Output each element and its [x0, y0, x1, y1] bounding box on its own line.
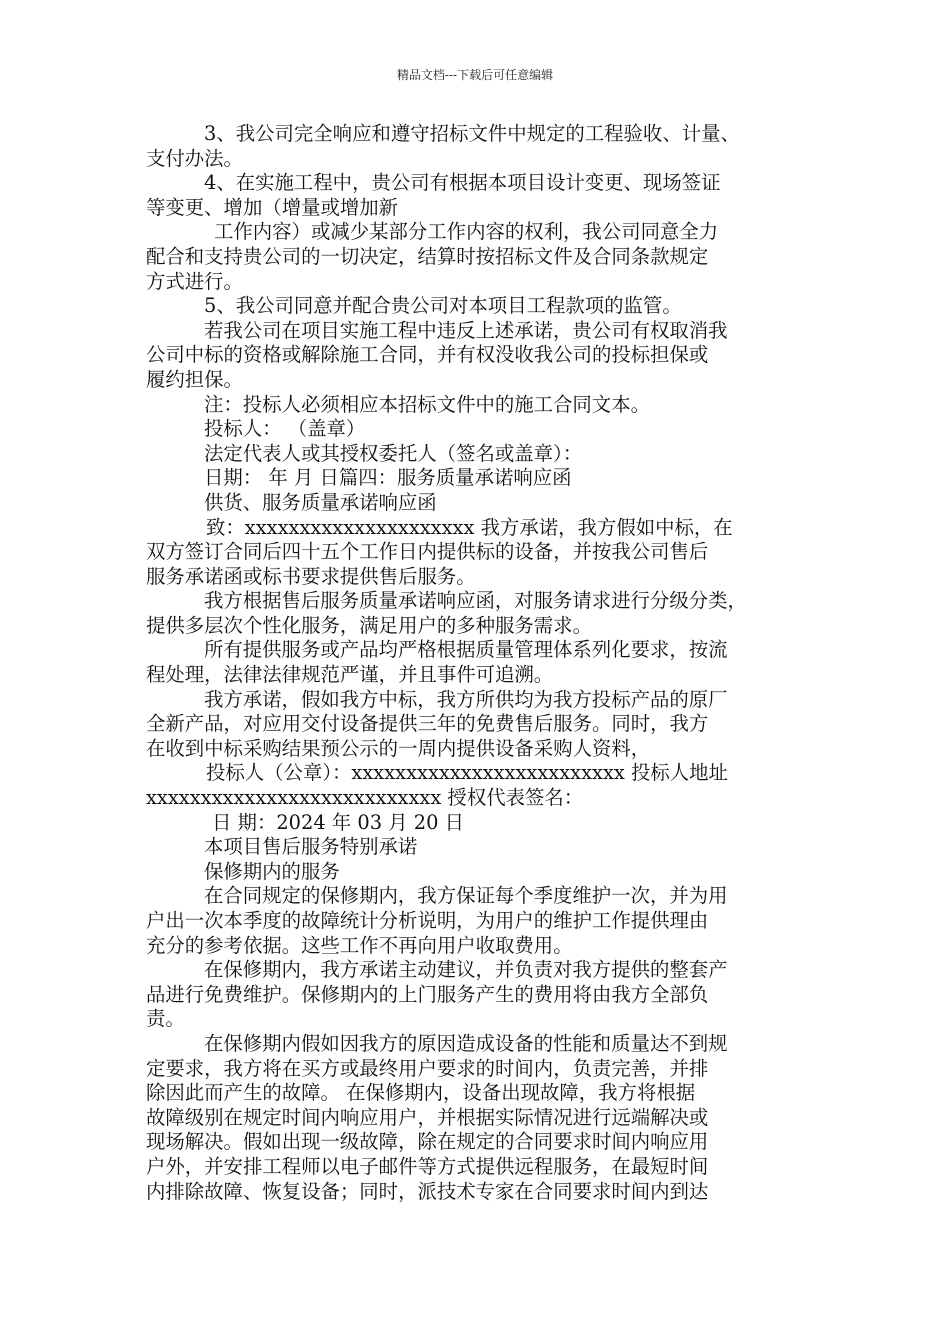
paragraph-line: 工作内容）或减少某部分工作内容的权利，我公司同意全力 [214, 220, 719, 244]
paragraph-line: 注：投标人必须相应本招标文件中的施工合同文本。 [204, 392, 650, 416]
paragraph-line: 故障级别在规定时间内响应用户，并根据实际情况进行远端解决或 [146, 1105, 709, 1129]
paragraph-line: 投标人： （盖章） [204, 417, 366, 441]
document-body [146, 122, 810, 1204]
paragraph-line: 所有提供服务或产品均严格根据质量管理体系列化要求，按流 [204, 638, 728, 662]
paragraph-line: 现场解决。假如出现一级故障，除在规定的合同要求时间内响应用 [146, 1130, 709, 1154]
paragraph-line: 履约担保。 [146, 367, 243, 391]
paragraph-line: 在收到中标采购结果预公示的一周内提供设备采购人资料， [146, 736, 651, 760]
paragraph-line: 服务承诺函或标书要求提供售后服务。 [146, 564, 476, 588]
paragraph-line: 供货、服务质量承诺响应函 [204, 490, 437, 514]
paragraph-line: 在保修期内，我方承诺主动建议，并负责对我方提供的整套产 [204, 958, 728, 982]
paragraph-line: 在合同规定的保修期内，我方保证每个季度维护一次，并为用 [204, 884, 728, 908]
paragraph-line: 除因此而产生的故障。 在保修期内，设备出现故障，我方将根据 [146, 1081, 696, 1105]
paragraph-line: 全新产品，对应用交付设备提供三年的免费售后服务。同时，我方 [146, 712, 709, 736]
paragraph-line: 本项目售后服务特别承诺 [204, 835, 418, 859]
paragraph-line: 户外，并安排工程师以电子邮件等方式提供远程服务，在最短时间 [146, 1154, 709, 1178]
paragraph-line: 公司中标的资格或解除施工合同，并有权没收我公司的投标担保或 [146, 343, 709, 367]
paragraph-line: 定要求，我方将在买方或最终用户要求的时间内，负责完善，并排 [146, 1056, 709, 1080]
paragraph-line: 4、在实施工程中，贵公司有根据本项目设计变更、现场签证 [204, 171, 721, 195]
paragraph-line: 投标人（公章）：xxxxxxxxxxxxxxxxxxxxxxxxx 投标人地址 [206, 761, 728, 785]
paragraph-line: 致：xxxxxxxxxxxxxxxxxxxxx 我方承诺，我方假如中标，在 [206, 515, 733, 539]
paragraph-line: 日 期：2024 年 03 月 20 日 [212, 810, 465, 834]
paragraph-line: 责。 [146, 1007, 185, 1031]
paragraph-line: 保修期内的服务 [204, 859, 340, 883]
paragraph-line: 配合和支持贵公司的一切决定，结算时按招标文件及合同条款规定 [146, 244, 709, 268]
paragraph-line: 提供多层次个性化服务，满足用户的多种服务需求。 [146, 613, 592, 637]
paragraph-line: 品进行免费维护。保修期内的上门服务产生的费用将由我方全部负 [146, 982, 709, 1006]
paragraph-line: 我方根据售后服务质量承诺响应函，对服务请求进行分级分类， [204, 589, 747, 613]
paragraph-line: 法定代表人或其授权委托人（签名或盖章）： [204, 441, 583, 465]
paragraph-line: 充分的参考依据。这些工作不再向用户收取费用。 [146, 933, 573, 957]
page-header: 精品文档---下载后可任意编辑 [396, 68, 554, 82]
paragraph-line: 5、我公司同意并配合贵公司对本项目工程款项的监管。 [204, 294, 682, 318]
paragraph-line: 若我公司在项目实施工程中违反上述承诺，贵公司有权取消我 [204, 318, 728, 342]
paragraph-line: 双方签订合同后四十五个工作日内提供标的设备，并按我公司售后 [146, 540, 709, 564]
paragraph-line: 内排除故障、恢复设备；同时，派技术专家在合同要求时间内到达 [146, 1179, 709, 1203]
paragraph-line: 户出一次本季度的故障统计分析说明，为用户的维护工作提供理由 [146, 909, 709, 932]
paragraph-line: 方式进行。 [146, 269, 243, 293]
paragraph-line: 支付办法。 [146, 146, 243, 170]
paragraph-line: 日期： 年 月 日篇四：服务质量承诺响应函 [204, 466, 572, 490]
paragraph-line: xxxxxxxxxxxxxxxxxxxxxxxxxxx 授权代表签名： [146, 786, 584, 810]
paragraph-line: 我方承诺，假如我方中标，我方所供均为我方投标产品的原厂 [204, 687, 728, 711]
paragraph-line: 程处理，法律法律规范严谨，并且事件可追溯。 [146, 663, 554, 687]
paragraph-line: 3、我公司完全响应和遵守招标文件中规定的工程验收、计量、 [204, 122, 740, 145]
paragraph-line: 等变更、增加（增量或增加新 [146, 195, 399, 219]
paragraph-line: 在保修期内假如因我方的原因造成设备的性能和质量达不到规 [204, 1031, 728, 1055]
